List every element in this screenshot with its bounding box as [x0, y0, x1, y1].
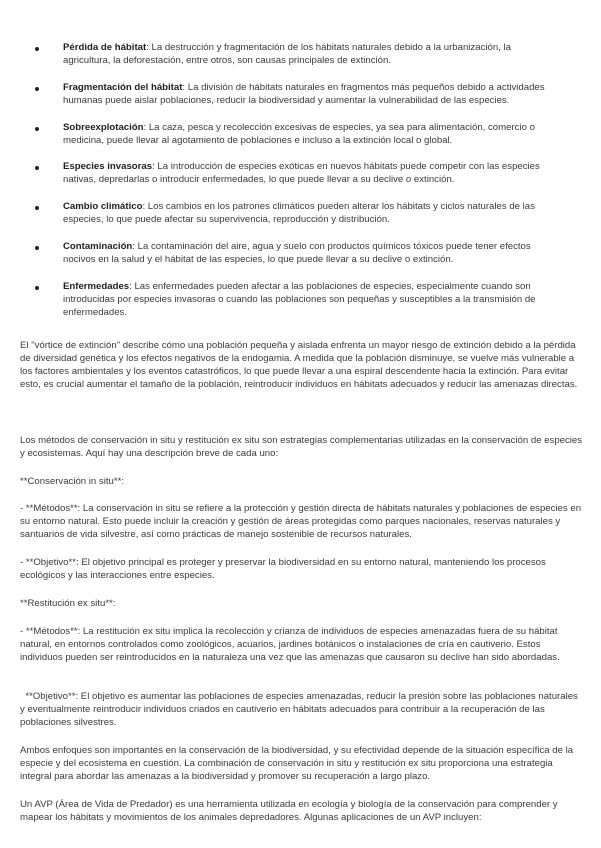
bullet-icon — [35, 127, 39, 131]
list-item-term: Sobreexplotación — [63, 121, 144, 133]
list-item-text: : La caza, pesca y recolección excesivas de especies, ya sea para alimentación, comercio o medicina, puede llevar al agotamiento de poblaciones e incluso a la extinción local o global. — [63, 121, 535, 146]
list-item — [0, 42, 601, 68]
list-item-term: Especies invasoras — [63, 161, 153, 173]
list-item-term: Fragmentación del hábitat — [63, 81, 183, 93]
insitu-methods-paragraph: - **Métodos**: La conservación in situ se refiere a la protección y gestión directa de hábitats naturales y poblaciones de especies en su entorno natural. Esto puede incluir la creación y gestión de áreas protegidas como parques nacionales, reservas naturales y santuarios de vida silvestre, así como prácticas de manejo sostenible de recursos naturales. — [20, 503, 582, 540]
insitu-objective-paragraph: - **Objetivo**: El objetivo principal es proteger y preservar la biodiversidad en su entorno natural, manteniendo los procesos ecológicos y las interacciones entre especies. — [20, 557, 546, 581]
list-item — [0, 281, 601, 320]
methods-intro-paragraph: Los métodos de conservación in situ y restitución ex situ son estrategias complementarias utilizadas en la conservación de especies y ecosistemas. Aquí hay una descripción breve de cada uno: — [20, 435, 583, 459]
list-item-text: : La división de hábitats naturales en fragmentos más pequeños debido a actividades humanas puede aislar poblaciones, reducir la biodiversidad y aumentar la vulnerabilidad de las especies. — [63, 81, 545, 106]
list-item-text: : La introducción de especies exóticas en nuevos hábitats puede competir con las especies nativas, depredarlas o introducir enfermedades, lo que puede llevar a su declive o extinción. — [63, 161, 540, 186]
extinction-causes-list — [0, 42, 601, 334]
list-item-term: Pérdida de hábitat — [63, 42, 147, 53]
insitu-heading: **Conservación in situ**: — [20, 476, 124, 487]
exsitu-objective-paragraph: **Objetivo**: El objetivo es aumentar las poblaciones de especies amenazadas, reducir la presión sobre las poblaciones naturales y eventualmente reintroducir individuos criados en cautiverio en hábitats adecuados para contribuir a la recuperación de las poblaciones silvestres. — [20, 691, 581, 728]
list-item-term: Enfermedades — [63, 280, 130, 292]
bullet-icon — [35, 286, 39, 290]
list-item-text: : La destrucción y fragmentación de los hábitats naturales debido a la urbanización, la agricultura, la deforestación, entre otros, son causas principales de extinción. — [63, 42, 511, 66]
exsitu-heading: **Restitución ex situ**: — [20, 598, 116, 609]
list-item — [0, 241, 601, 267]
avp-paragraph: Un AVP (Área de Vida de Predador) es una herramienta utilizada en ecología y biología de la conservación para comprender y mapear los hábitats y movimientos de los animales depredadores. Algunas aplicaciones de un AVP incluyen: — [20, 799, 558, 823]
list-item — [0, 122, 601, 148]
list-item-text: : Las enfermedades pueden afectar a las poblaciones de especies, especialmente cuando son introducidas por especies invasoras o cuando las poblaciones son pequeñas y susceptibles a la transmisión de enfermedades. — [63, 280, 536, 318]
list-item-term: Contaminación — [63, 241, 133, 253]
vortex-paragraph: El "vórtice de extinción" describe cómo una población pequeña y aislada enfrenta un mayor riesgo de extinción debido a la pérdida de diversidad genética y los efectos negativos de la endogamia. A medida que la población disminuye, se vuelve más vulnerable a los factores ambientales y los eventos catastróficos, lo que puede llevar a una espiral descendente hacia la extinción. Para evitar esto, es crucial aumentar el tamaño de la población, reintroducir individuos en hábitats adecuados y reducir las amenazas directas. — [20, 340, 578, 390]
bullet-icon — [35, 87, 39, 91]
list-item — [0, 82, 601, 108]
bullet-icon — [35, 166, 39, 170]
list-item-term: Cambio climático — [63, 201, 143, 213]
list-item — [0, 201, 601, 227]
bullet-icon — [35, 206, 39, 210]
list-item-text: : Los cambios en los patrones climáticos pueden alterar los hábitats y ciclos naturales de las especies, lo que puede afectar su supervivencia, reproducción y distribución. — [63, 201, 535, 226]
exsitu-methods-paragraph: - **Métodos**: La restitución ex situ implica la recolección y crianza de individuos de especies amenazadas fuera de su hábitat natural, en entornos controlados como zoológicos, acuarios, jardines botánicos o instalaciones de cría en cautiverio. Estos individuos pueden ser reintroducidos en la naturaleza una vez que las amenazas que causaron su declive han sido abordadas. — [20, 626, 561, 663]
bullet-icon — [35, 47, 39, 51]
list-item-text: : La contaminación del aire, agua y suelo con productos químicos tóxicos puede tener efectos nocivos en la salud y el hábitat de las especies, lo que puede llevar a su declive o extinción. — [63, 241, 531, 265]
bullet-icon — [35, 246, 39, 250]
list-item — [0, 161, 601, 187]
both-approaches-paragraph: Ambos enfoques son importantes en la conservación de la biodiversidad, y su efectividad depende de la situación específica de la especie y del ecosistema en cuestión. La combinación de conservación in situ y restitución ex situ proporciona una estrategia integral para abordar las amenazas a la biodiversidad y promover su recuperación a largo plazo. — [20, 745, 574, 782]
